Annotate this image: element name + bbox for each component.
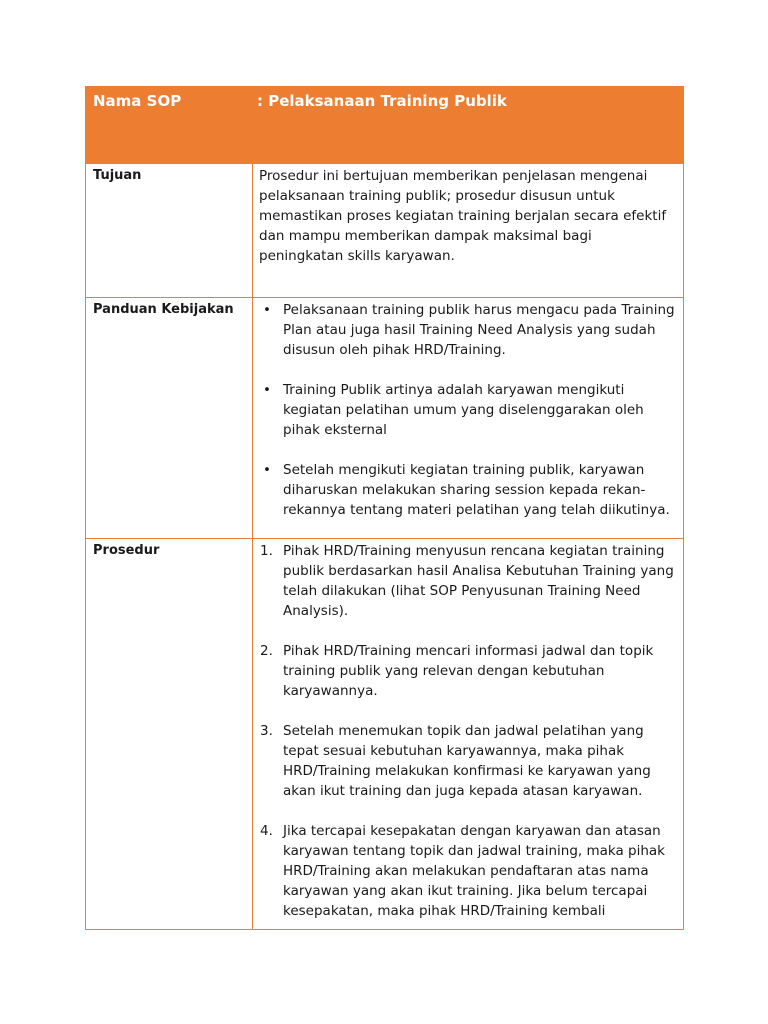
panduan-content-cell [253,298,684,539]
list-item [259,641,675,701]
tujuan-content-cell [253,164,684,298]
step-text: Setelah menemukan topik dan jadwal pelatihan yang tepat sesuai kebutuhan karyawannya, maka pihak HRD/Training melakukan konfirmasi ke karyawan yang akan ikut training dan juga kepada atasan karyawan. [283,723,651,799]
prosedur-list [259,541,675,921]
sop-table [85,86,684,930]
list-item [259,300,675,360]
list-item-text: Pelaksanaan training publik harus mengacu pada Training Plan atau juga hasil Training Need Analysis yang sudah disusun oleh pihak HRD/Training. [283,302,675,358]
panduan-label: Panduan Kebijakan [93,302,234,317]
step-text: Jika tercapai kesepakatan dengan karyawan dan atasan karyawan tentang topik dan jadwal training, maka pihak HRD/Training akan melakukan pendaftaran atas nama karyawan yang akan ikut training. Jika belum tercapai kesepakatan, maka pihak HRD/Training kembali [283,823,666,919]
bullet-icon: • [263,302,271,318]
prosedur-row [86,539,684,930]
list-item-text: Training Publik artinya adalah karyawan mengikuti kegiatan pelatihan umum yang diselenggarakan oleh pihak eksternal [283,382,644,438]
tujuan-text: Prosedur ini bertujuan memberikan penjelasan mengenai pelaksanaan training publik; prosedur disusun untuk memastikan proses kegiatan training berjalan secara efektif dan mampu memberikan dampak maksimal bagi peningkatan skills karyawan. [259,168,667,264]
list-item [259,541,675,621]
list-item [259,721,675,801]
tujuan-label: Tujuan [93,168,142,183]
panduan-row [86,298,684,539]
sop-title: : Pelaksanaan Training Publik [257,92,507,110]
step-number: 4. [260,823,273,839]
header-label: Nama SOP [93,92,182,110]
step-number: 1. [260,543,273,559]
list-item [259,380,675,440]
header-label-cell [86,87,253,164]
list-item [259,460,675,520]
header-row [86,87,684,164]
sop-document [85,86,683,930]
panduan-list [259,300,675,520]
prosedur-label: Prosedur [93,543,160,558]
bullet-icon: • [263,382,271,398]
header-value-cell [253,87,684,164]
list-item-text: Setelah mengikuti kegiatan training publik, karyawan diharuskan melakukan sharing session kepada rekan-rekannya tentang materi pelatihan yang telah diikutinya. [283,462,670,518]
tujuan-label-cell [86,164,253,298]
step-number: 3. [260,723,273,739]
bullet-icon: • [263,462,271,478]
step-number: 2. [260,643,273,659]
prosedur-content-cell [253,539,684,930]
list-item [259,821,675,921]
step-text: Pihak HRD/Training menyusun rencana kegiatan training publik berdasarkan hasil Analisa Kebutuhan Training yang telah dilakukan (lihat SOP Penyusunan Training Need Analysis). [283,543,674,619]
tujuan-row [86,164,684,298]
step-text: Pihak HRD/Training mencari informasi jadwal dan topik training publik yang relevan dengan kebutuhan karyawannya. [283,643,654,699]
panduan-label-cell [86,298,253,539]
prosedur-label-cell [86,539,253,930]
